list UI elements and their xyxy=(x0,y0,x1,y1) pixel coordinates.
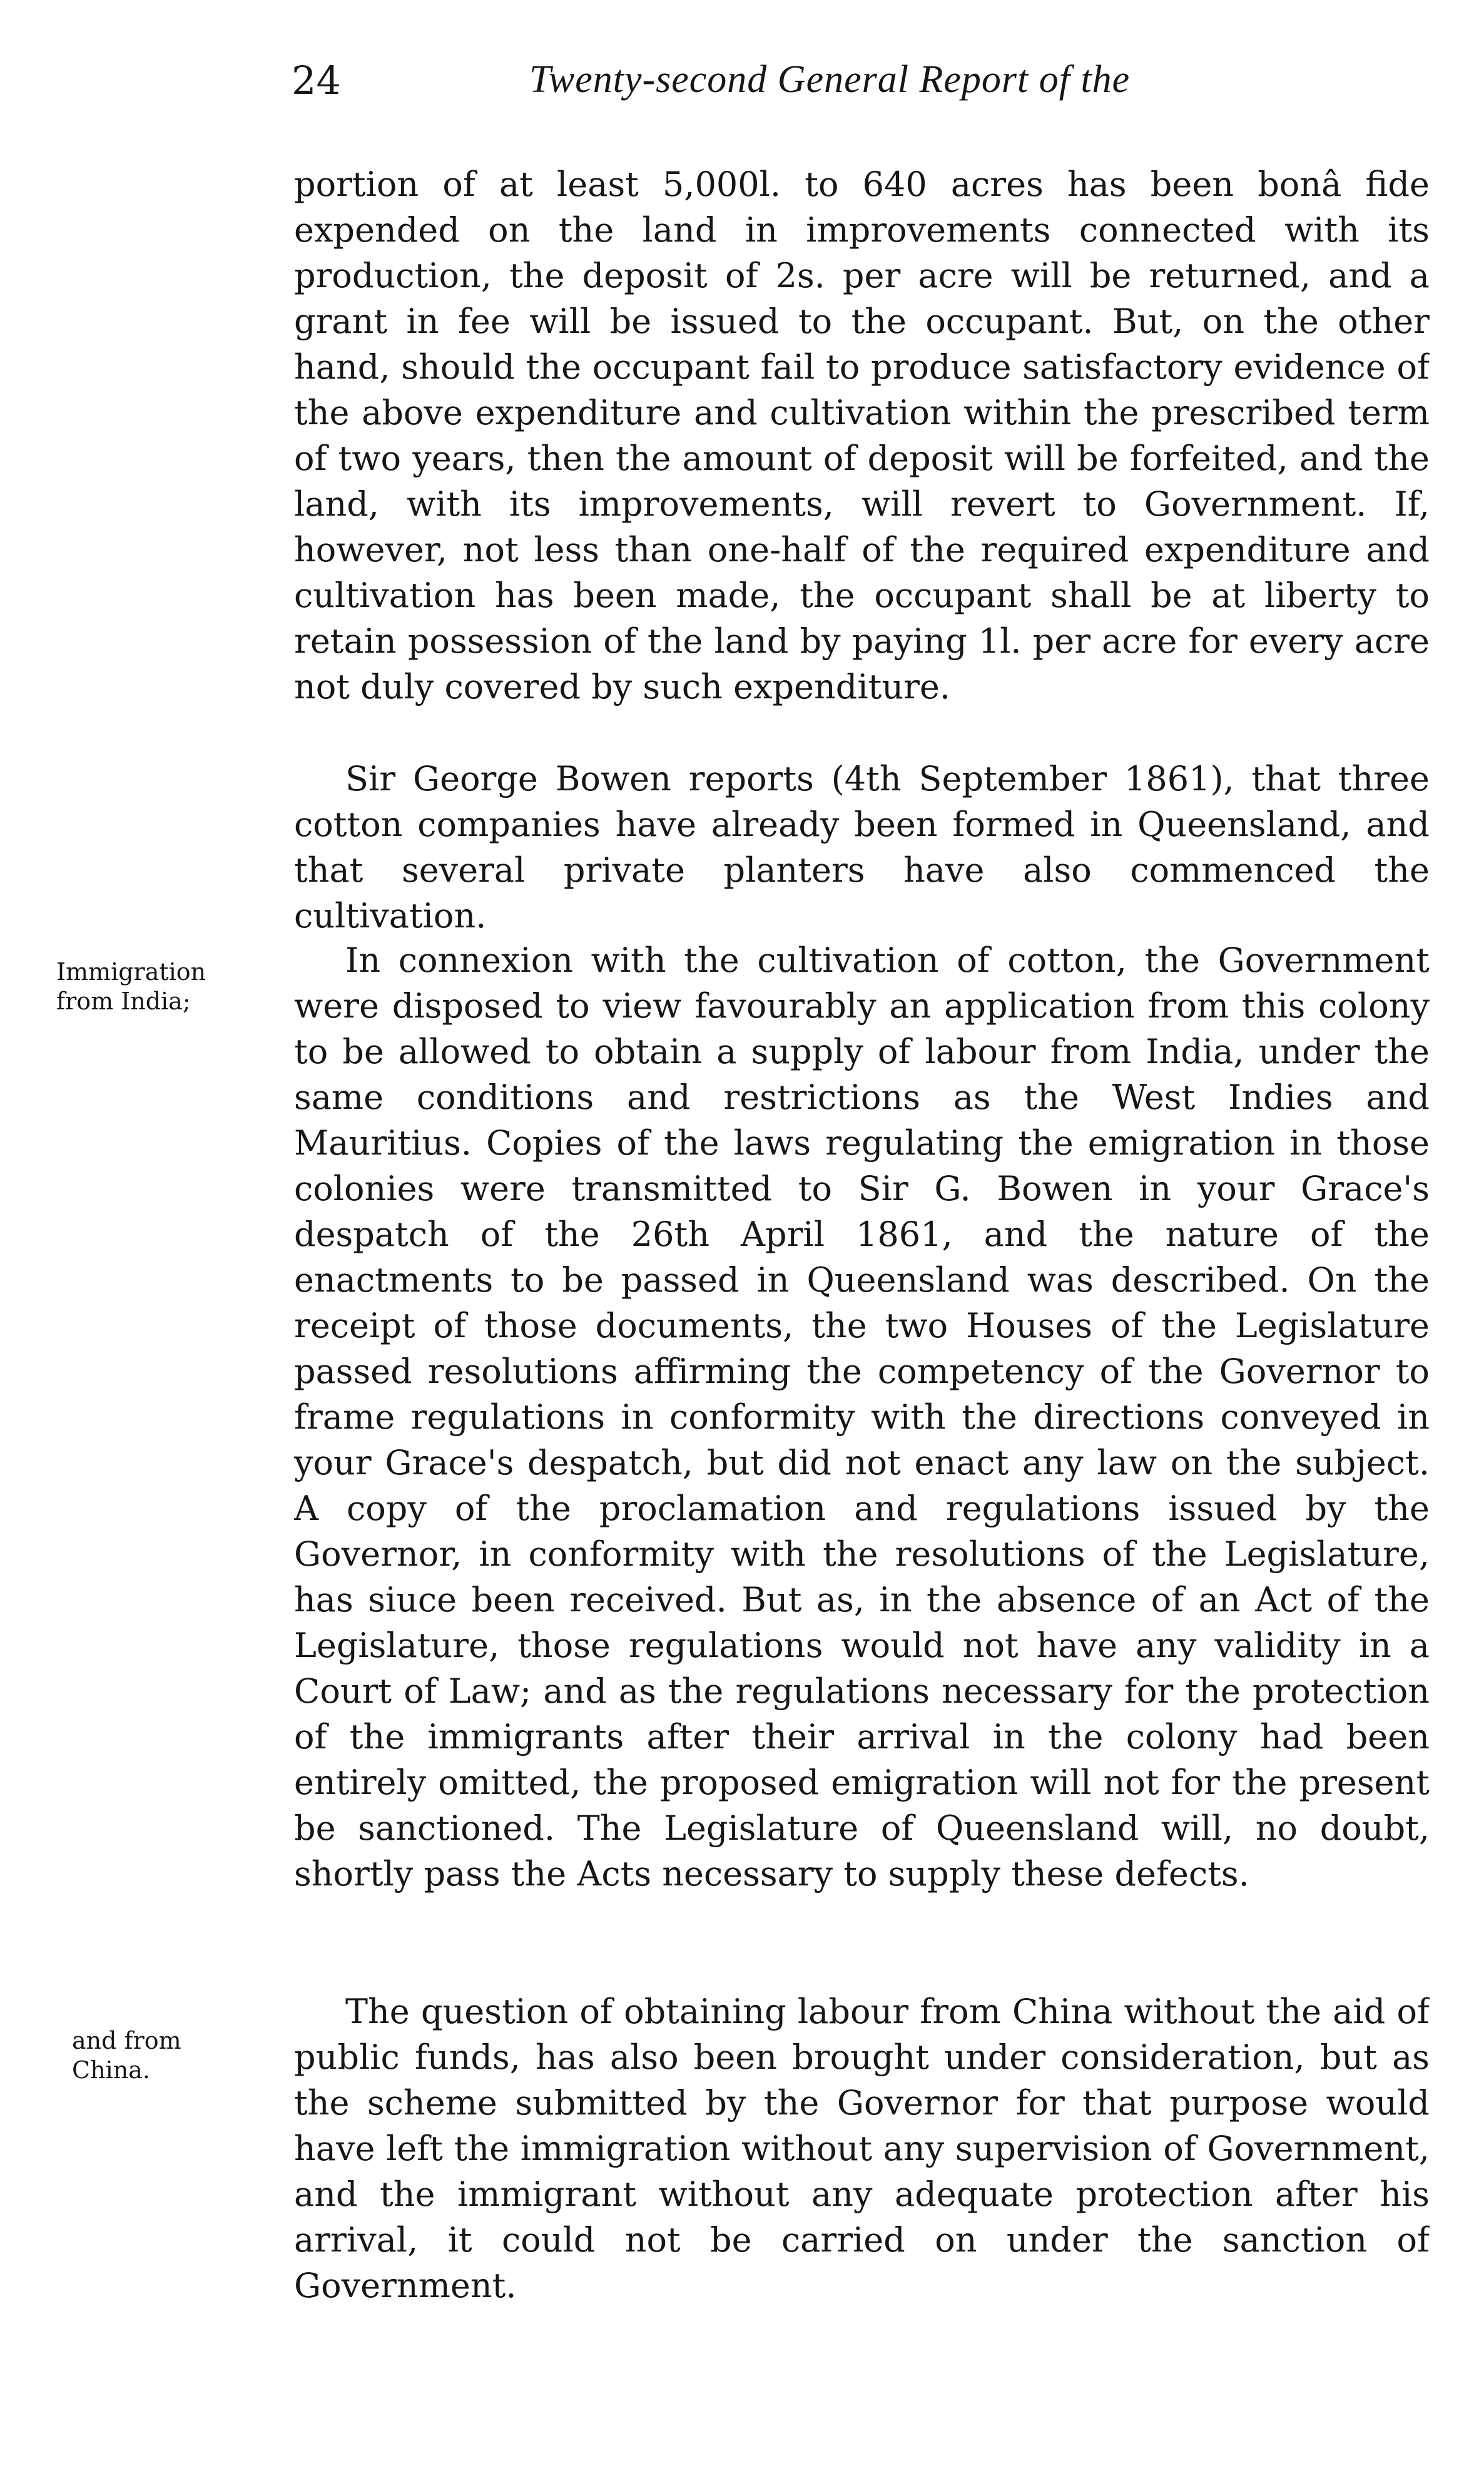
sidenote-line: and from xyxy=(72,2027,181,2054)
sidenote-immigration-india xyxy=(56,957,269,1016)
paragraph-cotton-companies: Sir George Bowen reports (4th September 1861), that three cotton companies have already been formed in Queensland, and that several private planters have also commenced the cultivation. xyxy=(294,759,1430,936)
page-number: 24 xyxy=(292,58,341,103)
running-head: Twenty-second General Report of the xyxy=(529,58,1131,101)
paragraph-land-expenditure: portion of at least 5,000l. to 640 acres has been bonâ fide expended on the land in improvements connected with its production, the deposit of 2s. per acre will be returned, and a grant in fee will be issued to the occupant. But, on the other hand, should the occupant fail to produce satisfactory evidence of the above expenditure and cultivation within the prescribed term of two years, then the amount of deposit will be forfeited, and the land, with its improvements, will revert to Government. If, however, not less than one-half of the required expenditure and cultivation has been made, the occupant shall be at liberty to retain possession of the land by paying 1l. per acre for every acre not duly covered by such expenditure. xyxy=(294,165,1430,706)
sidenote-china xyxy=(72,2026,285,2085)
paragraph-labour-china: The question of obtaining labour from China without the aid of public funds, has also been brought under consideration, but as the scheme submitted by the Governor for that purpose would have left the immigration without any supervision of Government, and the immigrant without any adequate protection after his arrival, it could not be carried on under the sanction of Government. xyxy=(294,1992,1430,2305)
paragraph-immigration-india: In connexion with the cultivation of cotton, the Government were disposed to view favourably an application from this colony to be allowed to obtain a supply of labour from India, under the same conditions and restrictions as the West Indies and Mauritius. Copies of the laws regulating the emigration in those colonies were transmitted to Sir G. Bowen in your Grace's despatch of the 26th April 1861, and the nature of the enactments to be passed in Queensland was described. On the receipt of those documents, the two Houses of the Legislature passed resolutions affirming the competency of the Governor to frame regulations in conformity with the directions conveyed in your Grace's despatch, but did not enact any law on the subject. A copy of the proclamation and regulations issued by the Governor, in conformity with the resolutions of the Legislature, has siuce been received. But as, in the absence of an Act of the Legislature, those regulations would not have any validity in a Court of Law; and as the regulations necessary for the protection of the immigrants after their arrival in the colony had been entirely omitted, the proposed emigration will not for the present be sanctioned. The Legislature of Queensland will, no doubt, shortly pass the Acts necessary to supply these defects. xyxy=(294,941,1430,1894)
body-text xyxy=(294,161,1430,2314)
sidenote-line: Immigration xyxy=(56,958,206,986)
sidenote-line: from India; xyxy=(56,987,191,1015)
page-header xyxy=(292,58,1205,114)
sidenote-line: China. xyxy=(72,2056,150,2084)
